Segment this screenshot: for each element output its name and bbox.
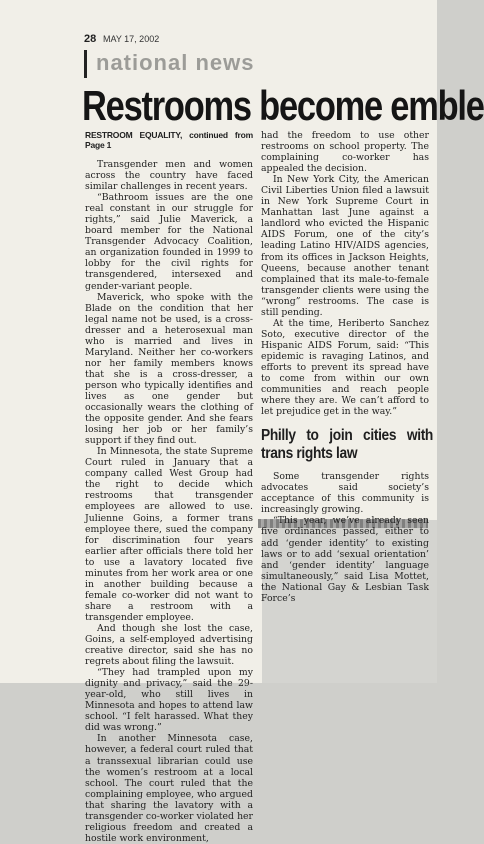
paragraph: And though she lost the case, Goins, a self-employed advertising creative director, said she has no regrets about filing the lawsuit. <box>85 622 253 668</box>
continued-from-label: RESTROOM EQUALITY, continued from Page 1 <box>85 130 253 150</box>
paragraph: In New York City, the American Civil Liberties Union filed a lawsuit in New York Supreme Court in Manhattan last June against a landlord who evicted the Hispanic AIDS Forum, one of the city’s leading Latino HIV/AIDS agencies, from its offices in Jackson Heights, Queens, because another tenant complained that its male-to-female transgender clients were using the “wrong” restrooms. The case is still pending. <box>261 174 429 318</box>
paragraph: Transgender men and women across the country have faced similar challenges in recent years. <box>85 159 253 193</box>
paragraph: Maverick, who spoke with the Blade on the condition that her legal name not be used, is a cross-dresser and a heterosexual man who is married and lives in Maryland. Neither her co-workers nor her family members knows that she is a cross-dresser, a person who typically identifies and lives as one gender but occasionally wears the clothing of the opposite gender. And she fears losing her job or her family’s support if they find out. <box>85 291 253 447</box>
subheadline: Philly to join cities with trans rights law <box>261 427 433 463</box>
section-rule <box>84 50 87 78</box>
issue-date: MAY 17, 2002 <box>103 34 160 44</box>
paragraph: In another Minnesota case, however, a federal court ruled that a transsexual librarian could use the women’s restroom at a local school. The court ruled that the complaining employee, who argued that sharing the lavatory with a transgender co-worker violated her religious freedom and created a hostile work environment, <box>85 733 253 844</box>
headline: Restrooms become emble <box>82 82 484 129</box>
article-column-2 <box>261 130 433 604</box>
paragraph: “They had trampled upon my dignity and privacy,” said the 29-year-old, who still lives in Minnesota and hopes to attend law school. “I felt harassed. What they did was wrong.” <box>85 667 253 734</box>
page-number: 28 <box>84 33 97 45</box>
paragraph: Some transgender rights advocates said society’s acceptance of this community is increasingly growing. <box>261 471 429 516</box>
paragraph: At the time, Heriberto Sanchez Soto, executive director of the Hispanic AIDS Forum, said: “This epidemic is ravaging Latinos, and efforts to prevent its spread have to come from within our own communities and reach people where they are. We can’t afford to let prejudice get in the way.” <box>261 317 429 418</box>
section-title: national news <box>96 50 255 75</box>
paragraph: “Bathroom issues are the one real constant in our struggle for rights,” said Julie Maverick, a board member for the National Transgender Advocacy Coalition, an organization founded in 1999 to lobby for the civil rights for transgendered, intersexed and gender-variant people. <box>85 192 253 292</box>
paragraph: had the freedom to use other restrooms on school property. The complaining co-worker has appealed the decision. <box>261 130 429 175</box>
article-column-1 <box>85 130 253 844</box>
paragraph: In Minnesota, the state Supreme Court ruled in January that a company called West Group had the right to decide which restrooms that transgender employees are allowed to use. Julienne Goins, a former trans employee there, sued the company for discrimination four years earlier after officials there told her to use a lavatory located five minutes from her work area or one in another building because a female co-worker did not want to share a restroom with a transgender employee. <box>85 446 253 623</box>
paragraph: “This year, we’ve already seen five ordinances passed, either to add ‘gender identity’ to existing laws or to add ‘sexual orientation’ and ‘gender identity’ language simultaneously,” said Lisa Mottet, the National Gay & Lesbian Task Force’s <box>261 515 429 604</box>
